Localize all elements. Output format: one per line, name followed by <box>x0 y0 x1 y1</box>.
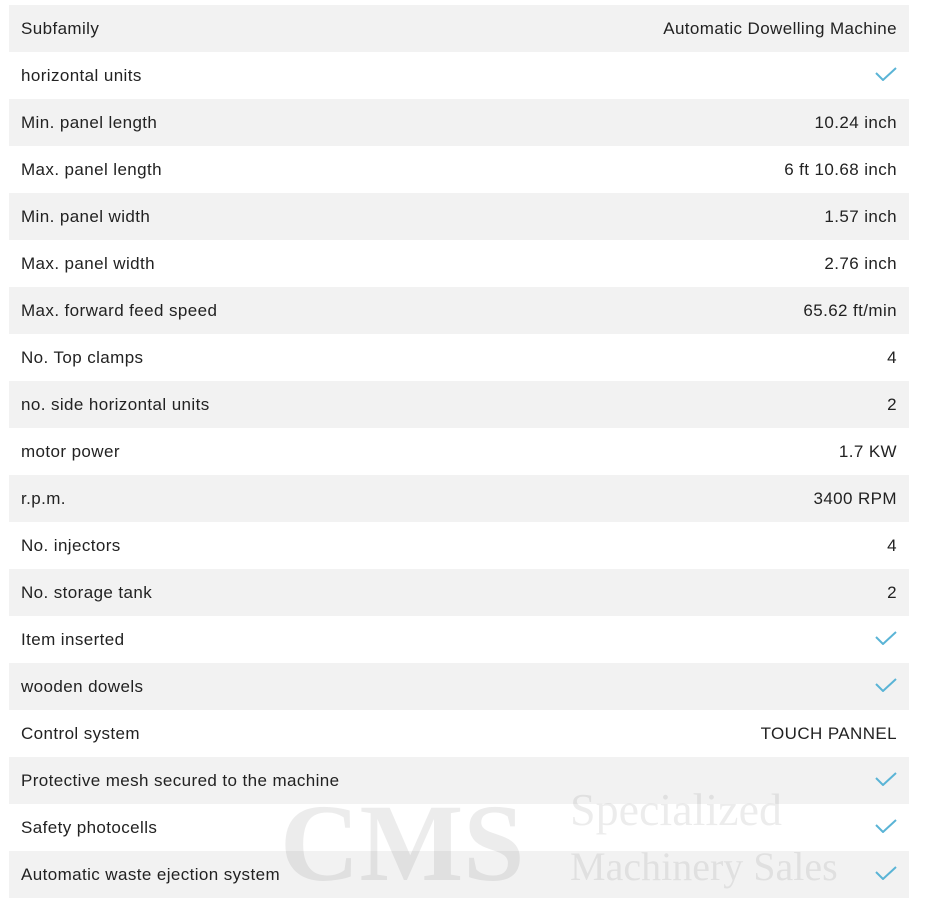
spec-row-min-panel-length <box>9 99 909 146</box>
spec-row-subfamily <box>9 5 909 52</box>
spec-value: 65.62 ft/min <box>803 300 897 320</box>
spec-row-wooden-dowels <box>9 663 909 710</box>
spec-label: Automatic waste ejection system <box>21 864 280 884</box>
spec-row-top-clamps <box>9 334 909 381</box>
spec-row-horizontal-units <box>9 52 909 99</box>
spec-row-safety-photocells <box>9 804 909 851</box>
check-icon <box>875 771 897 791</box>
spec-label: Max. forward feed speed <box>21 300 218 320</box>
spec-value: 2.76 inch <box>824 253 897 273</box>
spec-row-side-horizontal-units <box>9 381 909 428</box>
spec-row-protective-mesh <box>9 757 909 804</box>
spec-row-max-panel-length <box>9 146 909 193</box>
spec-row-motor-power <box>9 428 909 475</box>
spec-value: 4 <box>887 535 897 555</box>
spec-value: 10.24 inch <box>814 112 897 132</box>
spec-value: 1.57 inch <box>824 206 897 226</box>
spec-value: 3400 RPM <box>813 488 897 508</box>
check-icon <box>875 818 897 838</box>
spec-label: No. storage tank <box>21 582 153 602</box>
spec-label: wooden dowels <box>21 676 144 696</box>
specs-table <box>9 5 909 898</box>
spec-value: Automatic Dowelling Machine <box>663 18 897 38</box>
spec-value: 2 <box>887 582 897 602</box>
spec-label: Protective mesh secured to the machine <box>21 770 340 790</box>
spec-label: Min. panel length <box>21 112 158 132</box>
spec-row-min-panel-width <box>9 193 909 240</box>
spec-label: Subfamily <box>21 18 100 38</box>
spec-value: TOUCH PANNEL <box>760 723 897 743</box>
spec-label: r.p.m. <box>21 488 66 508</box>
spec-value: 6 ft 10.68 inch <box>784 159 897 179</box>
spec-value: 2 <box>887 394 897 414</box>
spec-label: Item inserted <box>21 629 125 649</box>
spec-label: No. Top clamps <box>21 347 144 367</box>
spec-row-max-forward-feed-speed <box>9 287 909 334</box>
spec-label: Safety photocells <box>21 817 158 837</box>
check-icon <box>875 66 897 86</box>
spec-label: horizontal units <box>21 65 142 85</box>
spec-row-item-inserted <box>9 616 909 663</box>
spec-label: no. side horizontal units <box>21 394 210 414</box>
check-icon <box>875 677 897 697</box>
spec-label: Control system <box>21 723 140 743</box>
spec-value: 4 <box>887 347 897 367</box>
spec-row-automatic-waste-ejection <box>9 851 909 898</box>
spec-row-rpm <box>9 475 909 522</box>
spec-label: No. injectors <box>21 535 121 555</box>
spec-row-control-system <box>9 710 909 757</box>
spec-value: 1.7 KW <box>838 441 897 461</box>
spec-label: Min. panel width <box>21 206 151 226</box>
spec-label: motor power <box>21 441 120 461</box>
spec-row-injectors <box>9 522 909 569</box>
check-icon <box>875 630 897 650</box>
check-icon <box>875 865 897 885</box>
spec-row-max-panel-width <box>9 240 909 287</box>
spec-label: Max. panel width <box>21 253 155 273</box>
spec-row-storage-tank <box>9 569 909 616</box>
spec-label: Max. panel length <box>21 159 162 179</box>
